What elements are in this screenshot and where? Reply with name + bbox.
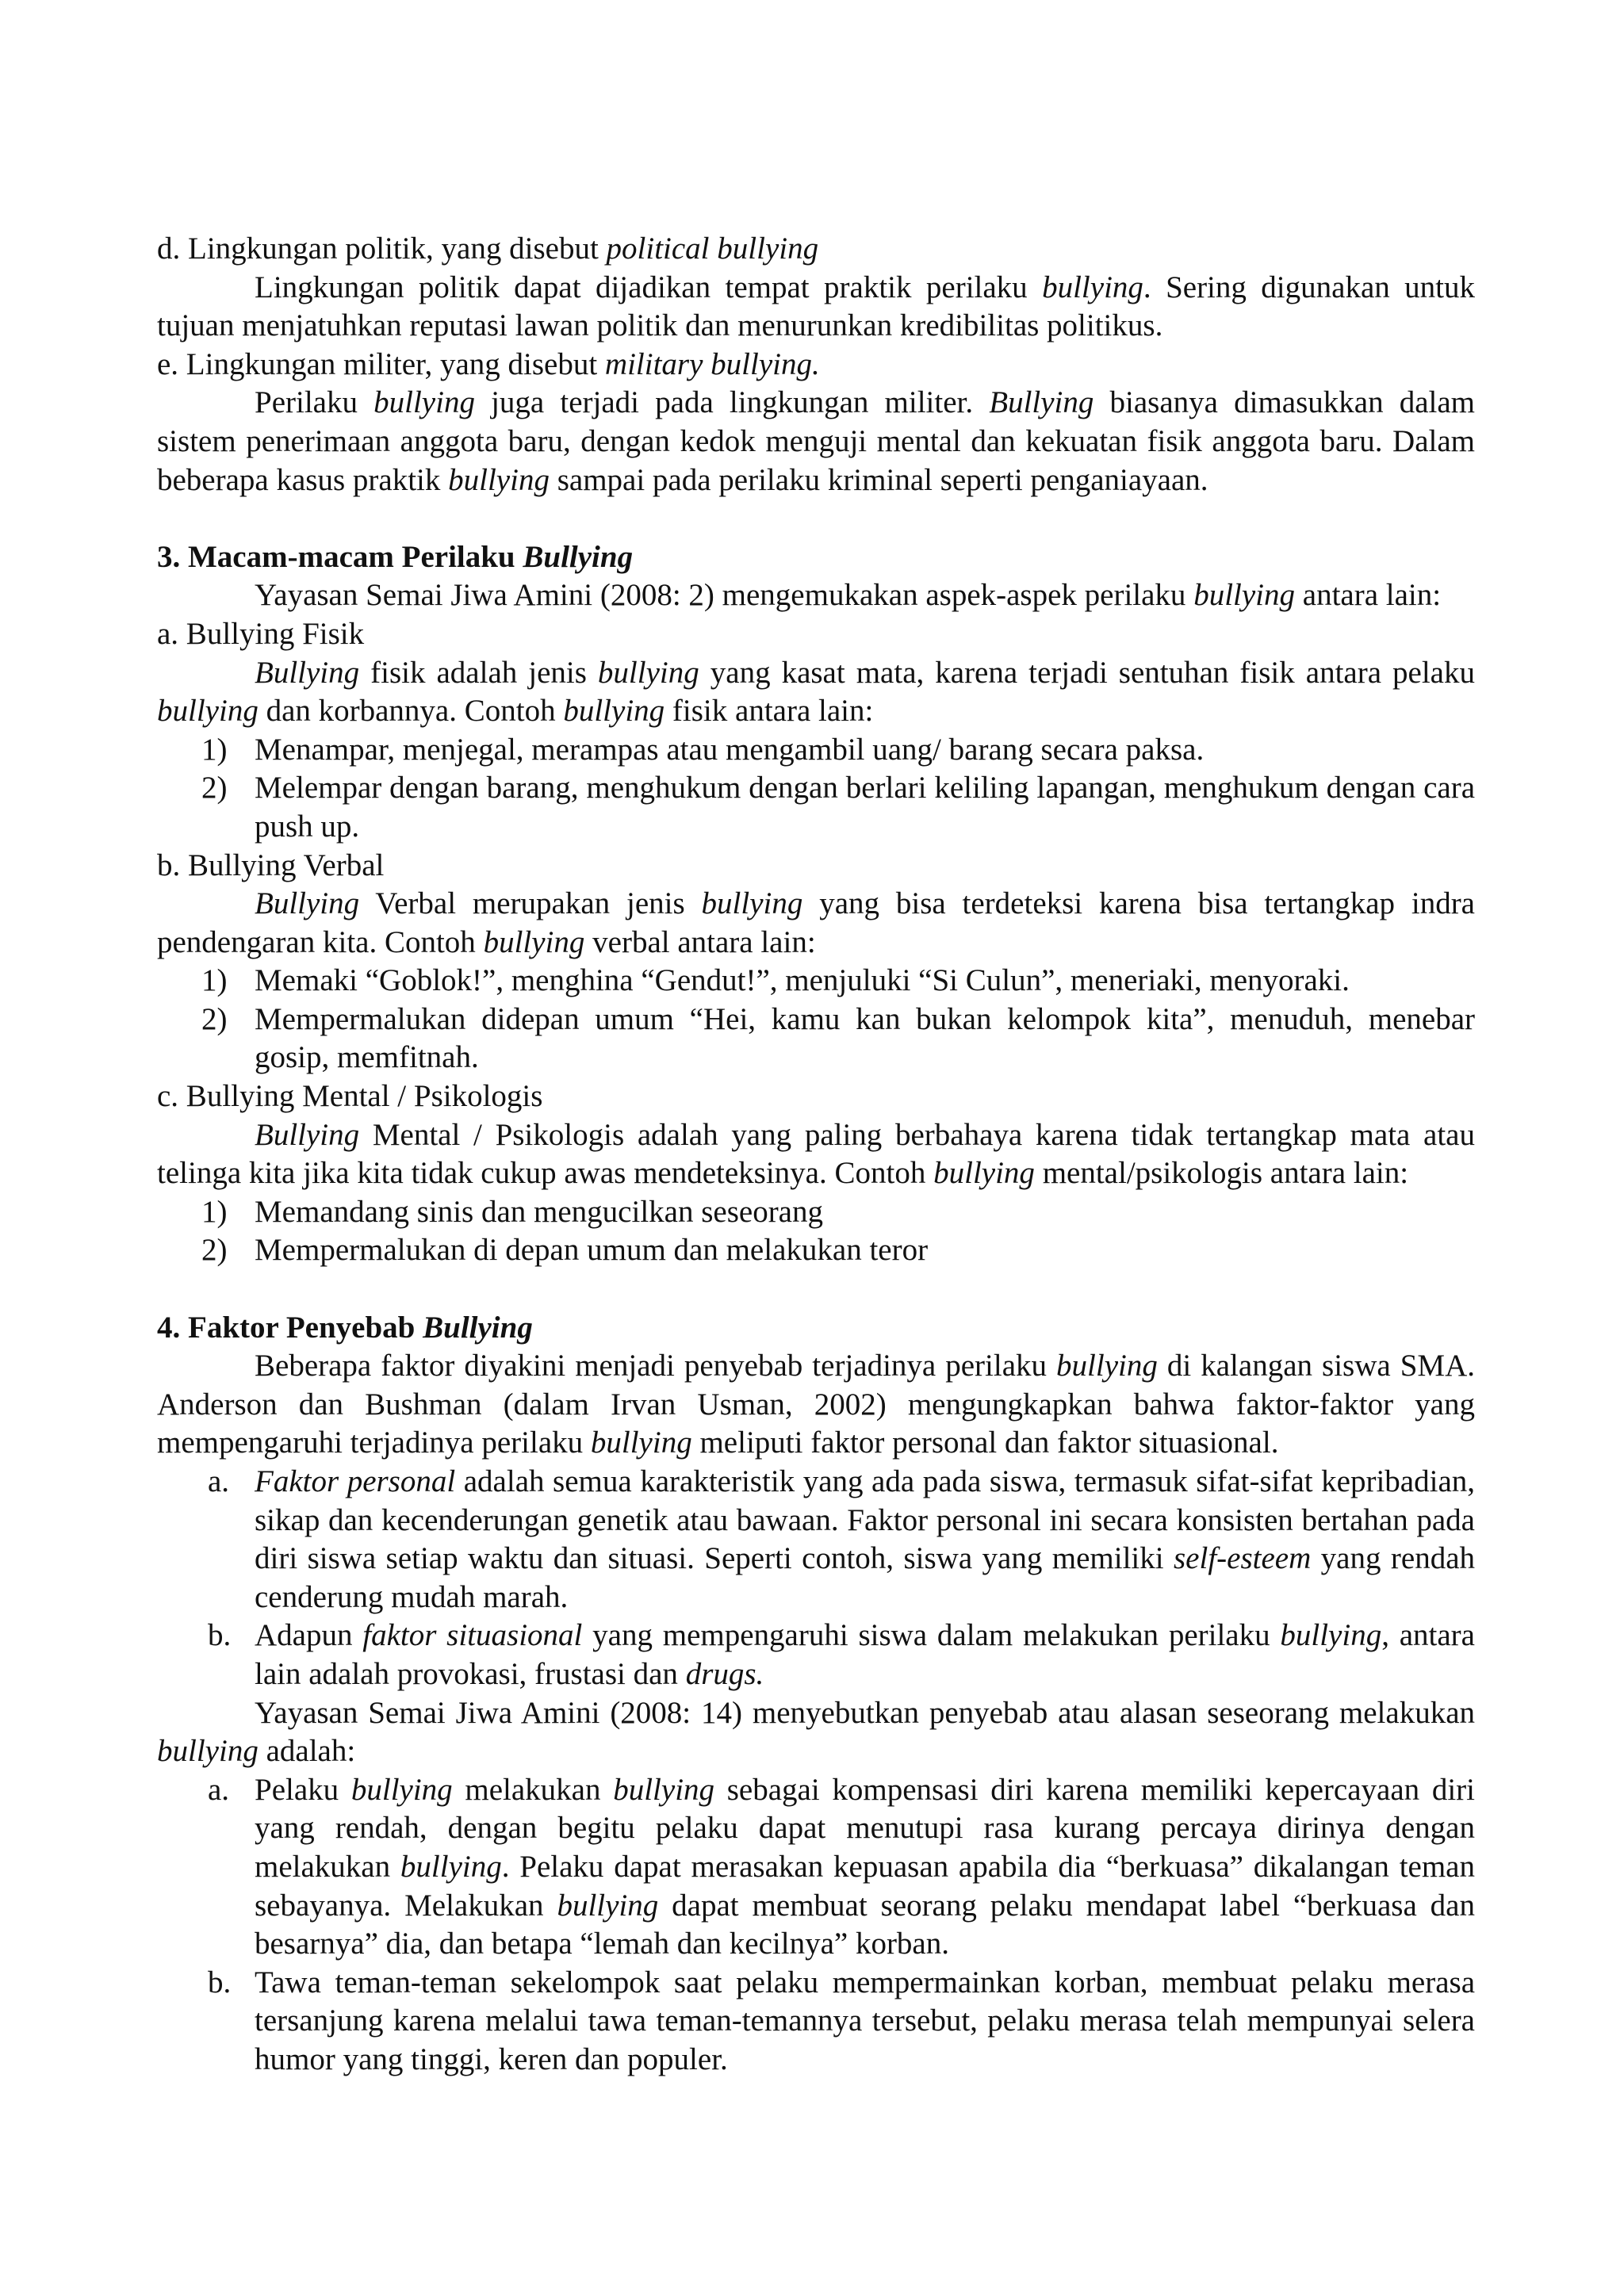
text-run: fisik antara lain: (665, 694, 874, 729)
italic-text: Bullying (255, 886, 360, 921)
italic-text: drugs. (685, 1656, 764, 1691)
list-item (157, 731, 1475, 770)
text-run: sebagai kompensasi diri karena memiliki kepercayaan diri yang rendah, dengan begitu pelaku dapat menutupi rasa kurang percaya dirinya dengan melakukan (255, 1772, 1475, 1884)
text-run: Menampar, menjegal, merampas atau mengambil uang/ barang secara paksa. (255, 732, 1205, 767)
text-run: di kalangan siswa SMA. Anderson dan Bushman (dalam Irvan Usman, 2002) mengungkapkan bahwa faktor-faktor yang mempengaruhi terjadinya perilaku (157, 1349, 1475, 1460)
italic-text: Bullying (255, 1117, 360, 1152)
text-run: Lingkungan politik dapat dijadikan tempat praktik perilaku (255, 270, 1043, 304)
paragraph (157, 885, 1475, 962)
text-run: c. Bullying Mental / Psikologis (157, 1079, 543, 1114)
italic-text: bullying (350, 1772, 453, 1807)
list-marker: 1) (201, 963, 228, 998)
paragraph (157, 384, 1475, 499)
italic-text: bullying (157, 1734, 259, 1769)
italic-text: bullying (613, 1772, 715, 1807)
italic-text: bullying (563, 694, 665, 729)
italic-text: bullying (933, 1156, 1035, 1191)
text-run: dan korbannya. Contoh (258, 694, 564, 729)
list-marker: a. (208, 1772, 230, 1807)
subheading-line (157, 346, 1475, 385)
text-run: a. Bullying Fisik (157, 616, 365, 651)
italic-text: bullying (400, 1849, 502, 1884)
text-run: Memaki “Goblok!”, menghina “Gendut!”, menjuluki “Si Culun”, meneriaki, menyoraki. (255, 963, 1350, 998)
paragraph (157, 1347, 1475, 1463)
text-run: antara lain: (1295, 578, 1442, 613)
text-run: juga terjadi pada lingkungan militer. (474, 385, 990, 420)
italic-text: bullying (597, 655, 699, 690)
italic-text: Bullying (255, 655, 360, 690)
text-run: 4. Faktor Penyebab (157, 1310, 423, 1345)
italic-text: self-esteem (1174, 1541, 1312, 1576)
italic-text: bullying (1056, 1349, 1158, 1383)
list-item (157, 1193, 1475, 1232)
text-run: yang mempengaruhi siswa dalam melakukan perilaku (582, 1618, 1281, 1653)
ordered-list (157, 962, 1475, 1077)
text-run: yang kasat mata, karena terjadi sentuhan fisik antara pelaku (699, 655, 1475, 690)
text-run: . Sering digunakan untuk tujuan menjatuhkan reputasi lawan politik dan menurunkan kredibilitas politikus. (157, 270, 1475, 343)
italic-text: bullying (701, 886, 803, 921)
subheading-line (157, 230, 1475, 269)
ordered-list (157, 1771, 1475, 2080)
list-marker: 2) (201, 771, 228, 806)
text-run: Pelaku (255, 1772, 351, 1807)
list-item (157, 1001, 1475, 1077)
text-run: Yayasan Semai Jiwa Amini (2008: 2) mengemukakan aspek-aspek perilaku (255, 578, 1194, 613)
text-run: , antara lain adalah provokasi, frustasi dan (255, 1618, 1475, 1691)
text-run: Adapun (255, 1618, 363, 1653)
text-run: adalah semua karakteristik yang ada pada siswa, termasuk sifat-sifat kepribadian, sikap dan kecenderungan genetik atau bawaan. Faktor personal ini secara konsisten bertahan pada diri siswa setiap waktu dan situasi. Seperti contoh, siswa yang memiliki (255, 1464, 1476, 1576)
text-run: yang rendah cenderung mudah marah. (255, 1541, 1476, 1614)
text-run: 3. Macam-macam Perilaku (157, 539, 523, 574)
text-run: adalah: (258, 1734, 356, 1769)
subheading-line (157, 847, 1475, 886)
list-item (157, 1463, 1475, 1617)
ordered-list (157, 1463, 1475, 1694)
list-item (157, 1231, 1475, 1270)
text-run: sampai pada perilaku kriminal seperti penganiayaan. (549, 462, 1208, 497)
paragraph (157, 576, 1475, 615)
paragraph (157, 1694, 1475, 1771)
text-run: b. Bullying Verbal (157, 848, 385, 882)
ordered-list (157, 1193, 1475, 1270)
text-run: Perilaku (255, 385, 374, 420)
italic-text: bullying (1280, 1618, 1382, 1653)
paragraph (157, 654, 1475, 731)
italic-text: political bullying (606, 232, 819, 266)
text-run: verbal antara lain: (584, 924, 816, 959)
paragraph (157, 1116, 1475, 1193)
italic-text: bullying (1193, 578, 1296, 613)
italic-text: Bullying (523, 539, 634, 574)
text-run: dapat membuat seorang pelaku mendapat label “berkuasa dan besarnya” dia, dan betapa “lemah dan kecilnya” korban. (255, 1888, 1475, 1961)
text-run: Tawa teman-teman sekelompok saat pelaku mempermainkan korban, membuat pelaku merasa tersanjung karena melalui tawa teman-temannya tersebut, pelaku merasa telah mempunyai selera humor yang tinggi, keren dan populer. (255, 1965, 1475, 2076)
section-heading (157, 538, 1475, 577)
text-run: e. Lingkungan militer, yang disebut (157, 346, 605, 381)
document-page (157, 230, 1475, 2080)
italic-text: bullying (483, 924, 585, 959)
italic-text: military bullying. (604, 346, 820, 381)
text-run: Mempermalukan di depan umum dan melakukan teror (255, 1233, 929, 1268)
text-run: biasanya dimasukkan dalam sistem penerimaan anggota baru, dengan kedok menguji mental dan kekuatan fisik anggota baru. Dalam beberapa kasus praktik (157, 385, 1476, 497)
text-run: mental/psikologis antara lain: (1034, 1156, 1409, 1191)
text-run: Yayasan Semai Jiwa Amini (2008: 14) menyebutkan penyebab atau alasan seseorang melakukan (255, 1695, 1475, 1730)
ordered-list (157, 731, 1475, 847)
italic-text: bullying (590, 1425, 692, 1460)
italic-text: bullying (157, 694, 259, 729)
list-item (157, 1617, 1475, 1693)
text-run: yang bisa terdeteksi karena bisa tertangkap indra pendengaran kita. Contoh (157, 886, 1475, 959)
italic-text: Bullying (989, 385, 1094, 420)
italic-text: bullying (448, 462, 550, 497)
text-run: Mental / Psikologis adalah yang paling berbahaya karena tidak tertangkap mata atau telinga kita jika kita tidak cukup awas mendeteksinya. Contoh (157, 1117, 1475, 1191)
blank-line (157, 499, 1475, 538)
list-item (157, 769, 1475, 846)
text-run: . Pelaku dapat merasakan kepuasan apabila dia “berkuasa” dikalangan teman sebayanya. Melakukan (255, 1849, 1475, 1923)
text-run: melakukan (452, 1772, 614, 1807)
text-run: meliputi faktor personal dan faktor situasional. (691, 1425, 1279, 1460)
subheading-line (157, 1077, 1475, 1116)
text-run: Verbal merupakan jenis (359, 886, 702, 921)
text-run: Mempermalukan didepan umum “Hei, kamu kan bukan kelompok kita”, menuduh, menebar gosip, memfitnah. (255, 1001, 1475, 1075)
italic-text: bullying (373, 385, 475, 420)
list-item (157, 1771, 1475, 1964)
text-run: Beberapa faktor diyakini menjadi penyebab terjadinya perilaku (255, 1349, 1057, 1383)
italic-text: Faktor personal (255, 1464, 456, 1498)
list-item (157, 1964, 1475, 2080)
text-run: Memandang sinis dan mengucilkan seseorang (255, 1194, 823, 1229)
text-run: Melempar dengan barang, menghukum dengan berlari keliling lapangan, menghukum dengan cara push up. (255, 771, 1475, 844)
list-marker: 2) (201, 1001, 228, 1036)
section-heading (157, 1309, 1475, 1348)
paragraph (157, 269, 1475, 346)
list-item (157, 962, 1475, 1001)
italic-text: bullying (557, 1888, 659, 1923)
blank-line (157, 1270, 1475, 1309)
text-run: fisik adalah jenis (359, 655, 598, 690)
list-marker: 1) (201, 1194, 228, 1229)
list-marker: 2) (201, 1233, 228, 1268)
text-run: d. Lingkungan politik, yang disebut (157, 232, 607, 266)
list-marker: a. (208, 1464, 230, 1498)
italic-text: faktor situasional (362, 1618, 583, 1653)
italic-text: Bullying (423, 1310, 533, 1345)
subheading-line (157, 615, 1475, 654)
italic-text: bullying (1042, 270, 1143, 304)
list-marker: b. (208, 1965, 232, 1999)
list-marker: 1) (201, 732, 228, 767)
list-marker: b. (208, 1618, 232, 1653)
